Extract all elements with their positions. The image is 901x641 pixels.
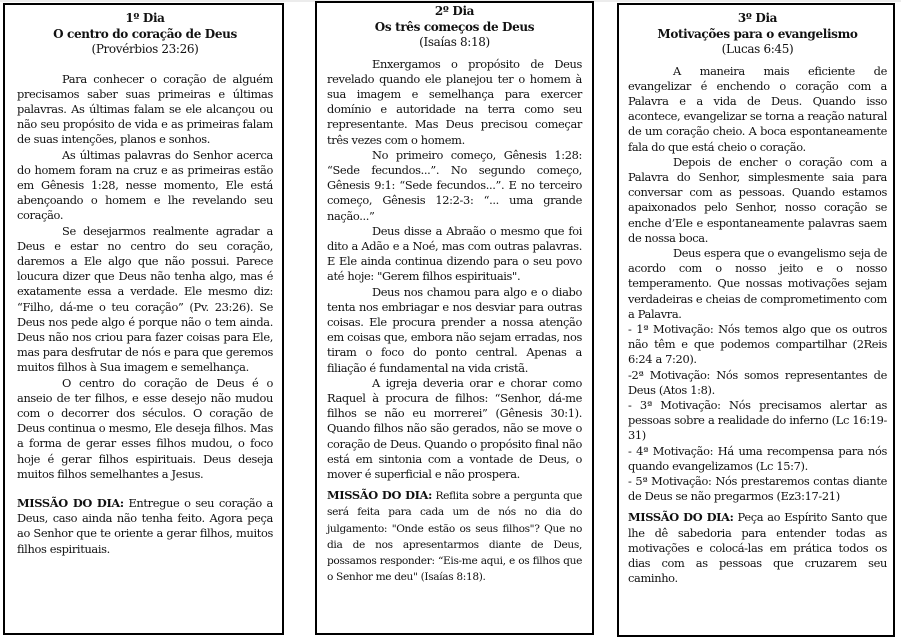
mission-text: Peça ao Espírito Santo que lhe dê sabedoria para entender todas as motivações e colocá-las em prática todos os dias com as pessoas que cruzarem seu caminho. (628, 510, 888, 586)
day-1-label: 1º Dia (125, 11, 165, 25)
day-3-title: Motivações para o evangelismo (657, 26, 858, 41)
day-3-paragraph: Depois de encher o coração com a Palavra do Senhor, simplesmente saia para conversar com as pessoas. Quando estamos apaixonados pelo Senhor, nosso coração se enche d’Ele e espontaneamente palavras saem de nossa boca. (628, 154, 887, 245)
mission-text: Entregue o seu coração a Deus, caso ainda não tenha feito. Agora peça ao Senhor que te oriente a gerar filhos, muitos filhos espirituais. (17, 495, 273, 556)
mission-label: MISSÃO DO DIA: (327, 488, 433, 503)
day-2-paragraph: No primeiro começo, Gênesis 1:28: “Sede fecundos...”. No segundo começo, Gênesis 9:1: “Sede fecundos...”. E no terceiro começo, Gênesis 12:2-3: “... uma grande nação...” (327, 147, 582, 223)
day-2-paragraph: Deus disse a Abraão o mesmo que foi dito a Adão e a Noé, mas com outras palavras. E Ele ainda continua dizendo para o seu povo até hoje: "Gerem filhos espirituais". (327, 223, 582, 284)
motivation-item: - 3ª Motivação: Nós precisamos alertar as pessoas sobre a realidade do inferno (Lc 16:19-31) (628, 397, 887, 443)
day-1-reference: (Provérbios 23:26) (91, 42, 199, 56)
day-2-label: 2º Dia (434, 4, 475, 18)
day-1-mission (17, 496, 273, 557)
day-2-title: Os três começos de Deus (374, 19, 535, 34)
day-1-card (3, 3, 284, 635)
motivation-item: - 4ª Motivação: Há uma recompensa para nós quando evangelizamos (Lc 15:7). (628, 443, 887, 473)
motivation-item: - 1ª Motivação: Nós temos algo que os outros não têm e que podemos compartilhar (2Reis 6:24 a 7:20). (628, 321, 887, 367)
day-1-paragraph: Para conhecer o coração de alguém precisamos saber suas primeiras e últimas palavras. As últimas falam se ele alcançou ou não seu propósito de vida e as primeiras falam de suas intenções, planos e sonhos. (17, 71, 273, 147)
day-1-paragraph: Se desejarmos realmente agradar a Deus e estar no centro do seu coração, daremos a Ele algo que não possui. Parece loucura dizer que Deus não tenha algo, mas é exatamente essa a verdade. Ele mesmo diz: “Filho, dá-me o teu coração” (Pv. 23:26). Se Deus nos pede algo é porque não o tem ainda. Deus não nos criou para fazer coisas para Ele, mas para desfrutar de nós e para que geremos muitos filhos à Sua imagem e semelhança. (17, 223, 273, 375)
day-1-title: O centro do coração de Deus (53, 26, 237, 41)
day-3-paragraph: Deus espera que o evangelismo seja de acordo com o nosso jeito e o nosso temperamento. Que nossas motivações sejam verdadeiras e cheias de comprometimento com a Palavra. (628, 245, 887, 321)
mission-text: Reflita sobre a pergunta que será feita para cada um de nós no dia do julgamento: "Onde estão os seus filhos"? Que no dia de nos apresentarmos diante de Deus, possamos responder: “Eis-me aqui, e os filhos que o Senhor me deu" (Isaías 8:18). (327, 490, 583, 584)
mission-label: MISSÃO DO DIA: (17, 495, 124, 510)
day-3-paragraph: A maneira mais eficiente de evangelizar é enchendo o coração com a Palavra e a vida de Deus. Quando isso acontece, evangelizar se torna a reação natural de um coração cheio. A boca espontaneamente fala do que está cheio o coração. (628, 63, 887, 154)
day-3-mission (628, 510, 887, 586)
day-3-card (617, 3, 895, 637)
day-2-paragraph: Deus nos chamou para algo e o diabo tenta nos embriagar e nos desviar para outras coisas. Ele procura prender a nossa atenção em coisas que, embora não sejam erradas, nos tiram o foco do ponto central. Apenas a filiação é fundamental na vida cristã. (327, 284, 582, 375)
day-2-reference: (Isaías 8:18) (419, 35, 490, 49)
day-2-mission (327, 488, 582, 585)
day-2-paragraph: Enxergamos o propósito de Deus revelado quando ele planejou ter o homem à sua imagem e semelhança para exercer domínio e autoridade na terra como seu representante. Mas Deus precisou começar três vezes com o homem. (327, 56, 582, 147)
motivation-item: -2ª Motivação: Nós somos representantes de Deus (Atos 1:8). (628, 367, 887, 397)
day-3-label: 3º Dia (737, 11, 778, 25)
day-3-reference: (Lucas 6:45) (721, 42, 794, 56)
day-2-paragraph: A igreja deveria orar e chorar como Raquel à procura de filhos: “Senhor, dá-me filhos se não eu morrerei” (Gênesis 30:1). Quando filhos não são gerados, não se move o coração de Deus. Quando o propósito final não está em sintonia com a vontade de Deus, o mover é superficial e não prospera. (327, 375, 582, 481)
motivation-item: - 5ª Motivação: Nós prestaremos contas diante de Deus se não pregarmos (Ez3:17-21) (628, 473, 887, 504)
day-1-paragraph: O centro do coração de Deus é o anseio de ter filhos, e esse desejo não mudou com o decorrer dos séculos. O coração de Deus continua o mesmo, Ele deseja filhos. Mas a forma de gerar esses filhos mudou, o foco hoje é gerar filhos espirituais. Deus deseja muitos filhos semelhantes a Jesus. (17, 375, 273, 481)
mission-label: MISSÃO DO DIA: (628, 510, 734, 525)
day-1-paragraph: As últimas palavras do Senhor acerca do homem foram na cruz e as primeiras estão em Gênesis 1:28, nesse momento, Ele está abençoando o homem e lhe revelando seu coração. (17, 147, 273, 223)
day-2-card (315, 1, 594, 635)
